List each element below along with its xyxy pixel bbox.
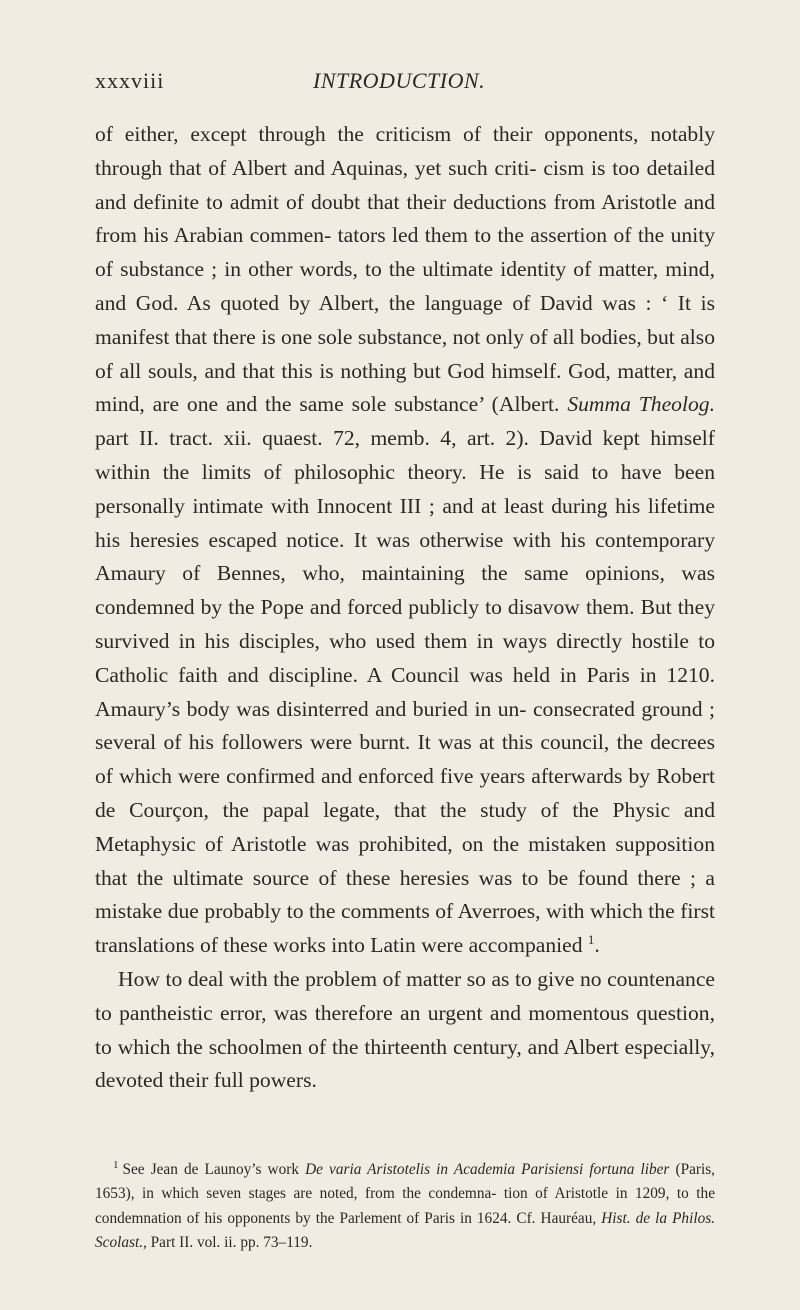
paragraph-1-text-a: of either, except through the criticism of their opponents, notably through that of Albert and Aquinas, yet such criti- cism is too detailed and definite to admit of doubt that their deductions from Aristotle and from his Arabian commen- tators led them to the assertion of the unity of substance ; in other words, to the ultimate identity of matter, mind, and God. As quoted by Albert, the language of David was : ‘ It is manifest that there is one sole substance, not only of all bodies, but also of all souls, and that this is nothing but God himself. God, matter, and mind, are one and the same sole substance’ (Albert. [95, 122, 715, 417]
work-title-summa: Summa Theolog. [567, 392, 715, 417]
footnote-work-title-2: Hist. de la Philos. Scolast., [95, 1209, 715, 1251]
footnote-text-1: See Jean de Launoy’s work [122, 1161, 299, 1178]
page-header [95, 68, 710, 108]
page-number: xxxviii [95, 68, 165, 93]
footnote-work-title: De varia Aristotelis in Academia Parisiensi fortuna liber [305, 1161, 670, 1178]
footnote-number: 1 [113, 1158, 119, 1171]
footnote-text-3: Part II. vol. ii. pp. 73–119. [150, 1233, 313, 1251]
footnote [95, 1158, 715, 1255]
footnote-text-2: (Paris, 1653), in which seven stages are noted, from the condemna- tion of Aristotle in 1209, to the condemnation of his opponents by the Parlement of Paris in 1624. Cf. Hauréau, [95, 1161, 715, 1227]
body-text [95, 118, 715, 1098]
paragraph-1 [95, 118, 715, 963]
paragraph-1-end: . [594, 933, 600, 958]
footnote-reference[interactable]: 1 [587, 931, 595, 947]
running-title: INTRODUCTION. [313, 68, 486, 93]
paragraph-1-text-b: part II. tract. xii. quaest. 72, memb. 4, art. 2). David kept himself within the limits of philosophic theory. He is said to have been personally intimate with Innocent III ; and at least during his lifetime his heresies escaped notice. It was otherwise with his contemporary Amaury of Bennes, who, maintaining the same opinions, was condemned by the Pope and forced publicly to disavow them. But they survived in his disciples, who used them in ways directly hostile to Catholic faith and discipline. A Council was held in Paris in 1210. Amaury’s body was disinterred and buried in un- consecrated ground ; several of his followers were burnt. It was at this council, the decrees of which were confirmed and enforced five years afterwards by Robert de Courçon, the papal legate, that the study of the Physic and Metaphysic of Aristotle was prohibited, on the mistaken supposition that the ultimate source of these heresies was to be found there ; a mistake due probably to the comments of Averroes, with which the first translations of these works into Latin were accompanied [95, 426, 715, 958]
paragraph-2: How to deal with the problem of matter so as to give no countenance to pantheistic error, was therefore an urgent and momentous question, to which the schoolmen of the thirteenth century, and Albert especially, devoted their full powers. [95, 966, 715, 1093]
